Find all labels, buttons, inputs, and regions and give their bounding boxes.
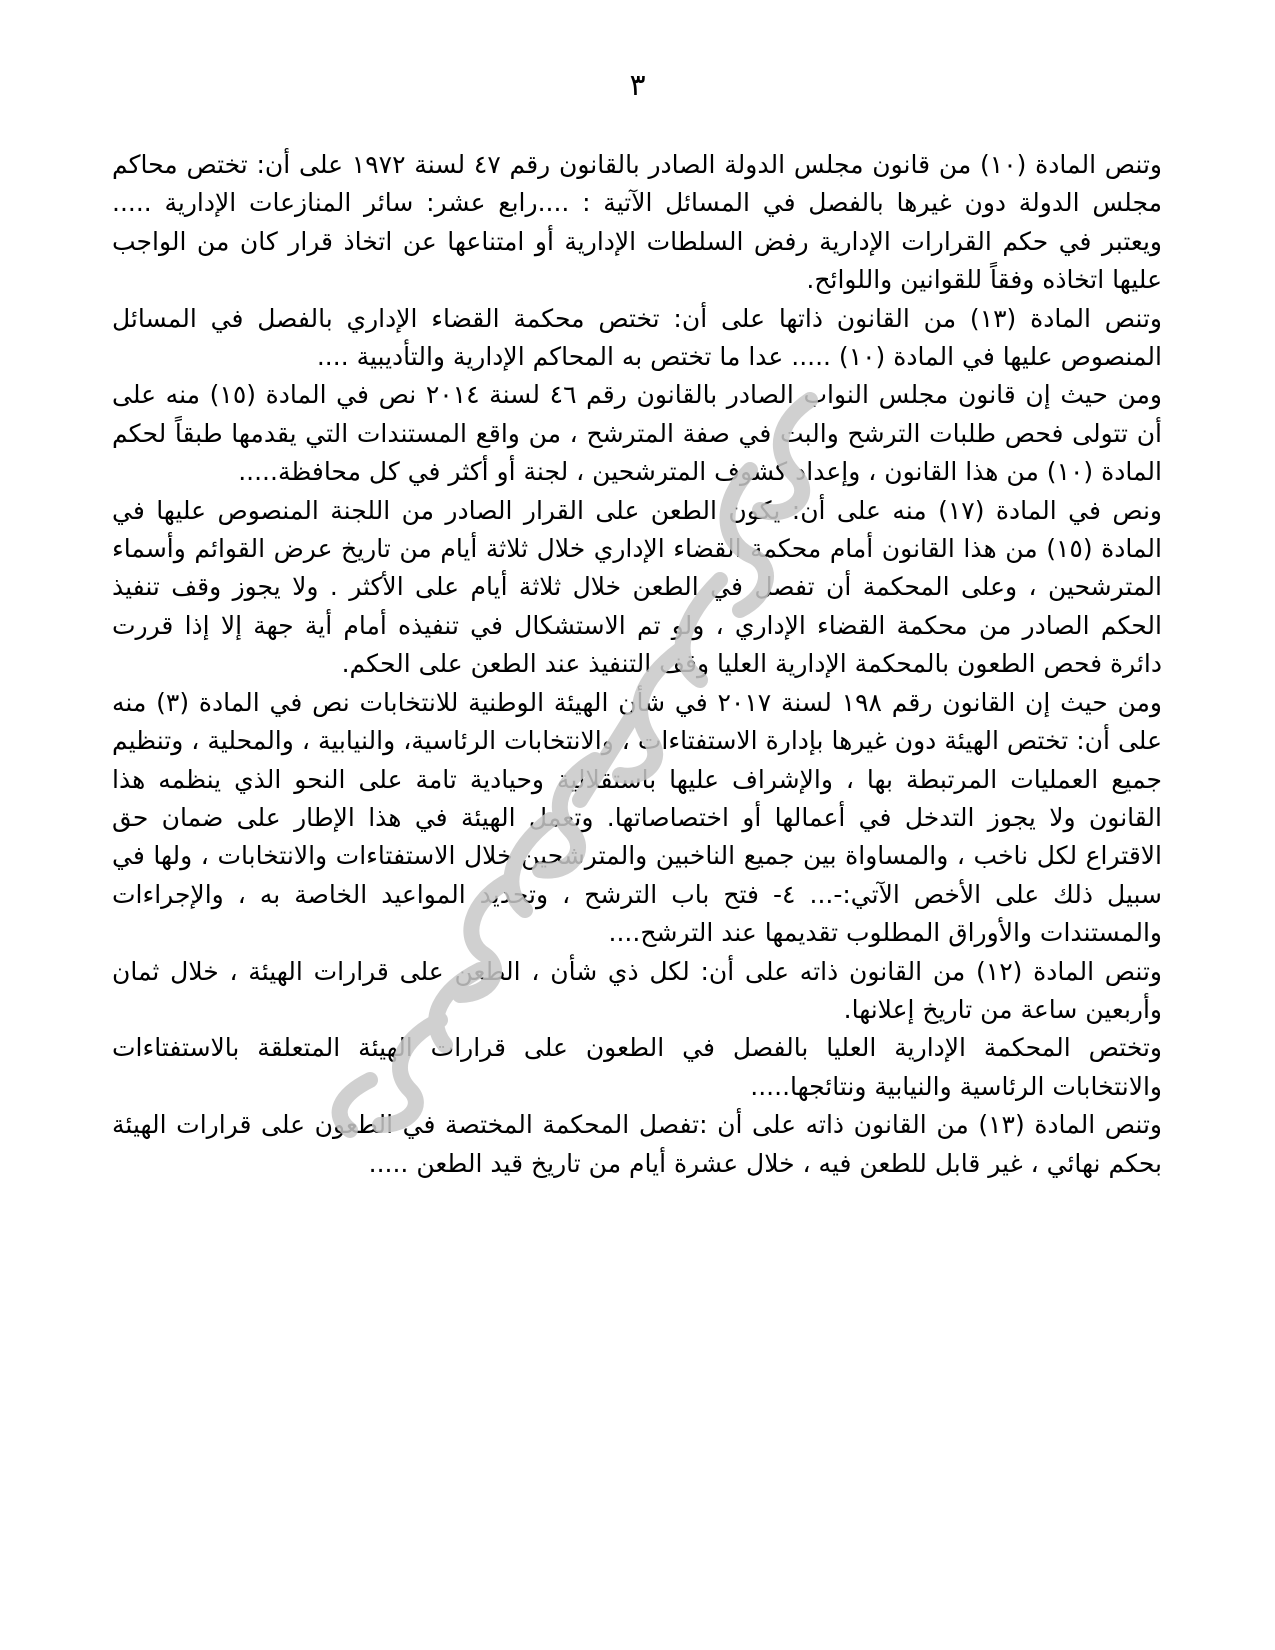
document-body	[112, 146, 1162, 1183]
paragraph-article-13: وتنص المادة (١٣) من القانون ذاتها على أن: تختص محكمة القضاء الإداري بالفصل في المسائل المنصوص عليها في المادة (١٠) ..... عدا ما تختص به المحاكم الإدارية والتأديبية ....	[112, 303, 1162, 372]
paragraph-article-10: وتنص المادة (١٠) من قانون مجلس الدولة الصادر بالقانون رقم ٤٧ لسنة ١٩٧٢ على أن: تختص محاكم مجلس الدولة دون غيرها بالفصل في المسائل الآتية : ....رابع عشر: سائر المنازعات الإدارية ..... ويعتبر في حكم القرارات الإدارية رفض السلطات الإدارية أو امتناعها عن اتخاذ قرار كان من الواجب عليها اتخاذه وفقاً للقوانين واللوائح.	[112, 150, 1162, 295]
page-number: ٣	[629, 68, 646, 103]
paragraph-article-12: وتنص المادة (١٢) من القانون ذاته على أن: لكل ذي شأن ، الطعن على قرارات الهيئة ، خلال ثمان وأربعين ساعة من تاريخ إعلانها.	[112, 956, 1162, 1024]
paragraph-article-17: ونص في المادة (١٧) منه على أن: يكون الطعن على القرار الصادر من اللجنة المنصوص عليها في المادة (١٥) من هذا القانون أمام محكمة القضاء الإداري خلال ثلاثة أيام من تاريخ عرض القوائم وأسماء المترشحين ، وعلى المحكمة أن تفصل في الطعن خلال ثلاثة أيام على الأكثر . ولا يجوز وقف تنفيذ الحكم الصادر من محكمة القضاء الإداري ، ولو تم الاستشكال في تنفيذه أمام أية جهة إلا إذا قررت دائرة فحص الطعون بالمحكمة الإدارية العليا وقف التنفيذ عند الطعن على الحكم.	[112, 495, 1163, 679]
paragraph-house-law: ومن حيث إن قانون مجلس النواب الصادر بالقانون رقم ٤٦ لسنة ٢٠١٤ نص في المادة (١٥) منه على أن تتولى فحص طلبات الترشح والبت في صفة المترشح ، من واقع المستندات التي يقدمها طبقاً لحكم المادة (١٠) من هذا القانون ، وإعداد كشوف المترشحين ، لجنة أو أكثر في كل محافظة.....	[112, 380, 1162, 487]
paragraph-article-13-final: وتنص المادة (١٣) من القانون ذاته على أن :تفصل المحكمة المختصة في الطعون على قرارات الهيئة بحكم نهائي ، غير قابل للطعن فيه ، خلال عشرة أيام من تاريخ قيد الطعن .....	[112, 1110, 1162, 1178]
paragraph-supreme-court: وتختص المحكمة الإدارية العليا بالفصل في الطعون على قرارات الهيئة المتعلقة بالاستفتاءات والانتخابات الرئاسية والنيابية ونتائجها.....	[112, 1033, 1162, 1101]
paragraph-election-authority-law: ومن حيث إن القانون رقم ١٩٨ لسنة ٢٠١٧ في شأن الهيئة الوطنية للانتخابات نص في المادة (٣) منه على أن: تختص الهيئة دون غيرها بإدارة الاستفتاءات ، والانتخابات الرئاسية، والنيابية ، والمحلية ، وتنظيم جميع العمليات المرتبطة بها ، والإشراف عليها باستقلالية وحيادية تامة على النحو الذي ينظمه هذا القانون ولا يجوز التدخل في أعمالها أو اختصاصاتها. وتعمل الهيئة في هذا الإطار على ضمان حق الاقتراع لكل ناخب ، والمساواة بين جميع الناخبين والمترشحين خلال الاستفتاءات والانتخابات ، ولها في سبيل ذلك على الأخص الآتي:-... ٤- فتح باب الترشح ، وتحديد المواعيد الخاصة به ، والإجراءات والمستندات والأوراق المطلوب تقديمها عند الترشح....	[112, 687, 1162, 948]
